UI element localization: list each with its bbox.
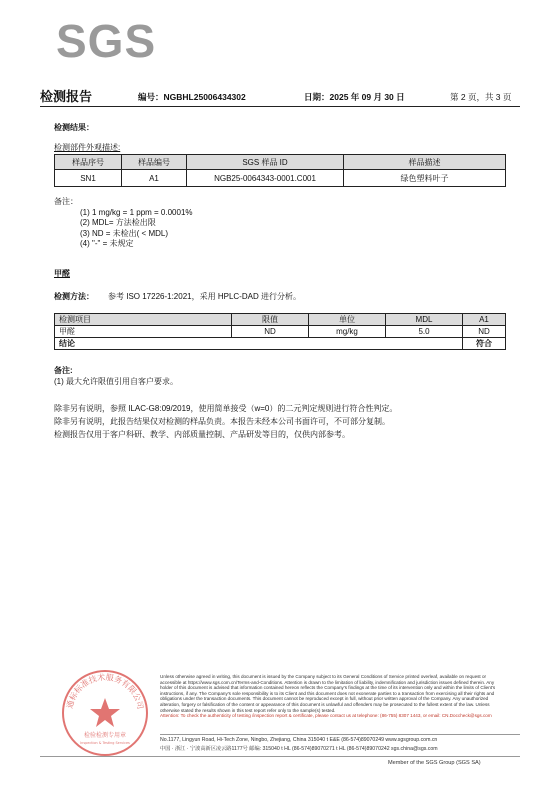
- sample-cell: NGB25-0064343-0001.C001: [187, 170, 344, 187]
- conclusion-row: [55, 338, 506, 350]
- report-title: 检测报告: [40, 89, 93, 104]
- stamp-icon: [60, 668, 150, 758]
- report-number: [138, 91, 246, 103]
- sample-table: [54, 154, 506, 187]
- note-item: (4) "-" = 未规定: [80, 239, 134, 248]
- results-header-cell: 限值: [232, 314, 309, 326]
- conclusion-value: 符合: [463, 338, 506, 350]
- remark-title: 备注:: [54, 366, 73, 375]
- note-item: (2) MDL= 方法检出限: [80, 218, 156, 227]
- footer-bottom-rule: [40, 756, 520, 757]
- conclusion-label: 结论: [55, 338, 463, 350]
- statement-line: 除非另有说明，参照 ILAC-G8:09/2019，使用简单接受（w=0）的二元判定规则进行符合性判定。: [54, 404, 398, 413]
- sample-cell: SN1: [55, 170, 122, 187]
- results-header-cell: 检测项目: [55, 314, 232, 326]
- section-title: 甲醛: [54, 269, 70, 278]
- sample-header-cell: 样品编号: [122, 155, 187, 170]
- results-table-header: [55, 314, 506, 326]
- note-item: (1) 1 mg/kg = 1 ppm = 0.0001%: [80, 207, 193, 217]
- results-cell: 5.0: [386, 326, 463, 338]
- results-title: 检测结果：: [54, 123, 94, 132]
- statement-line: 除非另有说明，此报告结果仅对检测的样品负责。本报告未经本公司书面许可，不可部分复制。: [54, 417, 390, 426]
- report-date-value: 2025 年 09 月 30 日: [329, 92, 405, 102]
- table-row: [55, 170, 506, 187]
- results-header-cell: 单位: [309, 314, 386, 326]
- results-cell: ND: [463, 326, 506, 338]
- test-method: [54, 291, 301, 302]
- results-header-cell: MDL: [386, 314, 463, 326]
- report-date: [304, 91, 405, 103]
- sample-header-cell: 样品描述: [344, 155, 506, 170]
- footer-address-en: No.1177, Lingyun Road, Hi-Tech Zone, Ningbo, Zhejiang, China 315040 t E&E (86-574)89070249 www.sgsgroup.com.cn: [160, 737, 438, 743]
- stamp-sub-text: Inspection & Testing Services: [80, 741, 130, 745]
- results-cell: ND: [232, 326, 309, 338]
- test-method-text: 参考 ISO 17226-1:2021，采用 HPLC-DAD 进行分析。: [108, 292, 301, 301]
- report-number-label: 编号：: [138, 92, 164, 102]
- statement-line: 检测报告仅用于客户科研、教学、内部质量控制、产品研发等目的，仅供内部参考。: [54, 430, 350, 439]
- sgs-logo: SGS: [56, 15, 157, 67]
- notes-title: 备注：: [54, 197, 78, 206]
- sample-cell: A1: [122, 170, 187, 187]
- test-method-label: 检测方法：: [54, 292, 94, 301]
- remark: [54, 366, 178, 387]
- sample-table-header: [55, 155, 506, 170]
- remark-text: (1) 最大允许限值引用自客户要求。: [54, 376, 178, 386]
- footer-rule: [160, 734, 520, 735]
- disclaimer-text: Unless otherwise agreed in writing, this document is issued by the Company subject to its General Conditions of Service printed overleaf, available on request or accessible at https://www.sgs.com.cn/Terms-and-Conditions. Attention is drawn to the limitation of liability, indemnification and jurisdiction issues defined therein. Any holder of this document is advised that information contained hereon reflects the Company's findings at the time of its intervention only and within the limits of Client's instructions, if any. The Company's sole responsibility is to its Client and this document does not exonerate parties to a transaction from exercising all their rights and obligations under the transaction documents. This document cannot be reproduced except in full, without prior written approval of the Company. Any unauthorized alteration, forgery or falsification of the content or appearance of this document is unlawful and offenders may be prosecuted to the fullest extent of the law. Unless otherwise stated the results shown in this test report refer only to the sample(s) tested.: [160, 674, 496, 713]
- stamp-ring-text: 通标标准技术服务有限公司: [65, 672, 145, 711]
- stamp-center-text: 检验检测专用章: [83, 732, 127, 739]
- sample-cell: 绿色塑料叶子: [344, 170, 506, 187]
- footer-address-cn: 中国 · 浙江 · 宁波高新区凌云路1177号 邮编: 315040 t HL (86-574)89070271 t HL (86-574)89070242 sgs.china@sgs.com: [160, 746, 438, 752]
- attention-text: Attention: To check the authenticity of testing /inspection report & certificate, please contact us at telephone: (86-755) 8307 1443, or email: CN.Doccheck@sgs.com: [160, 713, 492, 719]
- report-number-value: NGBHL25006434302: [163, 92, 246, 102]
- sample-header-cell: SGS 样品 ID: [187, 155, 344, 170]
- member-text: Member of the SGS Group (SGS SA): [388, 760, 481, 766]
- sample-table-title: 检测部件外观描述:: [54, 143, 121, 152]
- statements: [54, 402, 397, 441]
- results-table: [54, 313, 506, 350]
- page-number: 第 2 页，共 3 页: [450, 92, 512, 102]
- notes: [54, 197, 193, 250]
- table-row: [55, 326, 506, 338]
- results-header-cell: A1: [463, 314, 506, 326]
- sample-header-cell: 样品序号: [55, 155, 122, 170]
- results-cell: 甲醛: [55, 326, 232, 338]
- footer-disclaimer: [160, 674, 500, 719]
- report-date-label: 日期：: [304, 92, 330, 102]
- company-stamp: [60, 668, 150, 763]
- results-cell: mg/kg: [309, 326, 386, 338]
- note-item: (3) ND = 未检出( < MDL): [80, 228, 169, 238]
- header-rule: [40, 106, 520, 107]
